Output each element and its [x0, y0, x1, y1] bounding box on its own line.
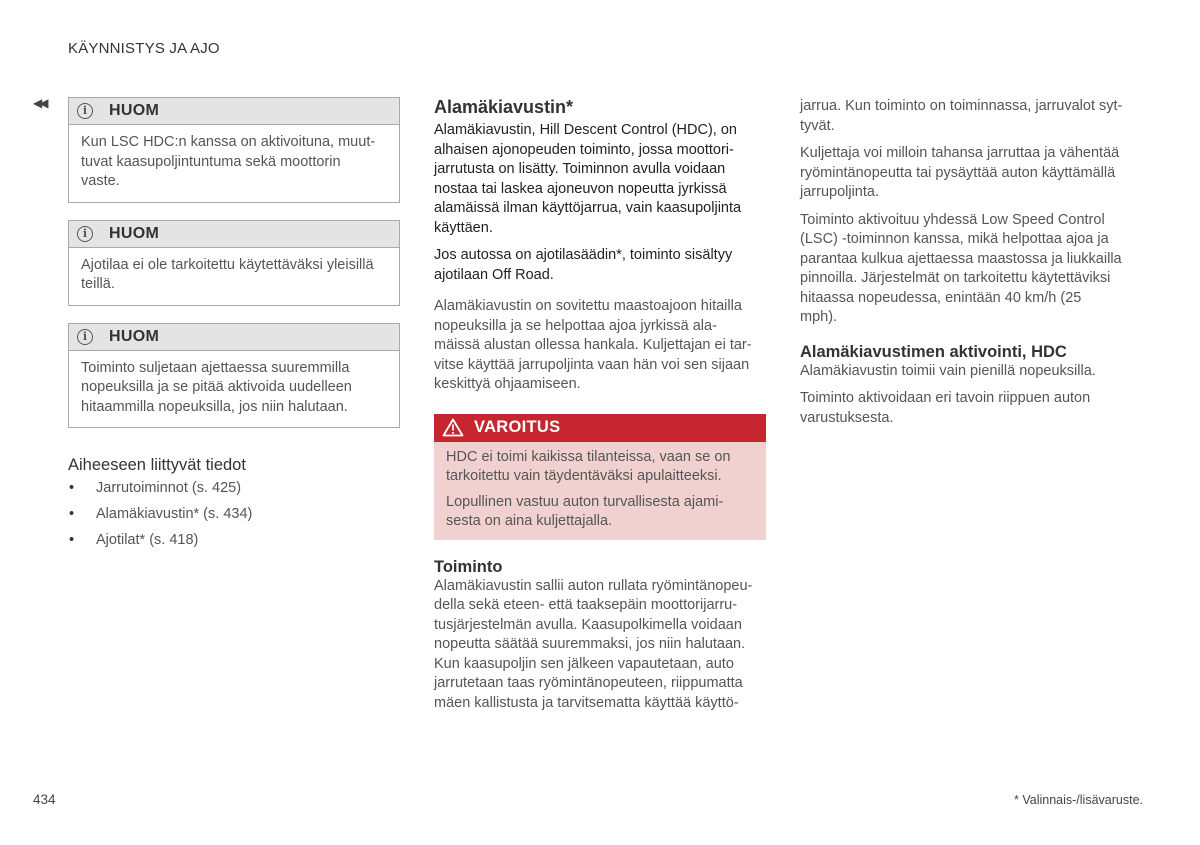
- note-box: [68, 220, 400, 306]
- continued-paragraph: jarrua. Kun toiminto on toiminnassa, jarruvalot syt- tyvät.: [800, 98, 1123, 134]
- note-title: HUOM: [109, 224, 160, 242]
- middle-column: [434, 97, 766, 721]
- note-body: Toiminto suljetaan ajettaessa suuremmilla nopeuksilla ja se pitää aktivoida uudelleen hitaammilla nopeuksilla, jos niin halutaan.: [81, 359, 352, 415]
- body-paragraph: Alamäkiavustin on sovitettu maastoajoon hitailla nopeuksilla ja se helpottaa ajoa jyrkissä ala- mäissä alustan ollessa hankala. Kuljettajan ei tar- vitse käyttää jarrupoljinta vaan hän voi sen sijaan keskittyä ohjaamiseen.: [434, 298, 752, 392]
- function-paragraph: Alamäkiavustin sallii auton rullata ryömintänopeu- della sekä eteen- että taaksepäin moottorijarru- tusjärjestelmän avulla. Kaasupolkimella voidaan nopeutta säätää suuremmaksi, jos niin halutaan. Kun kaasupoljin sen jälkeen vapautetaan, auto jarrutetaan taas ryömintänopeuteen, riippumatta mäen kallistusta ja tarvitsematta käyttää käyttö-: [434, 577, 753, 711]
- left-column: [68, 97, 400, 557]
- page-number: 434: [33, 792, 56, 807]
- warning-box: [434, 414, 766, 540]
- related-link[interactable]: • Alamäkiavustin* (s. 434): [68, 505, 400, 525]
- note-box: [68, 97, 400, 203]
- related-links-list: [68, 479, 400, 551]
- function-heading: Toiminto: [434, 557, 503, 576]
- right-column: [800, 97, 1135, 436]
- body-paragraph: Kuljettaja voi milloin tahansa jarruttaa ja vähentää ryömintänopeutta tai pysäyttää auton käyttämällä jarrupoljinta.: [800, 145, 1120, 200]
- info-icon: i: [77, 103, 93, 119]
- intro-paragraph: Alamäkiavustin, Hill Descent Control (HDC), on alhaisen ajonopeuden toiminto, jossa moottori- jarrutusta on lisätty. Toiminnon avulla voidaan nostaa tai laskea ajoneuvon nopeutta jyrkissä alamäissä ilman käyttöjarrua, vain kaasupoljinta käyttäen.: [434, 122, 742, 236]
- info-icon: i: [77, 226, 93, 242]
- related-info-heading: Aiheeseen liittyvät tiedot: [68, 456, 246, 474]
- note-body: Ajotilaa ei ole tarkoitettu käytettäväksi yleisillä teillä.: [81, 256, 374, 292]
- related-link[interactable]: • Ajotilat* (s. 418): [68, 531, 400, 551]
- warning-text: HDC ei toimi kaikissa tilanteissa, vaan se on tarkoitettu vain täydentäväksi apulaitteeksi.: [446, 448, 731, 484]
- note-header: [69, 221, 399, 248]
- chapter-title: KÄYNNISTYS JA AJO: [68, 40, 220, 57]
- activation-paragraph: Toiminto aktivoidaan eri tavoin riippuen auton varustuksesta.: [800, 390, 1091, 426]
- intro-paragraph-2: Jos autossa on ajotilasäädin*, toiminto sisältyy ajotilaan Off Road.: [434, 247, 733, 283]
- activation-heading: Alamäkiavustimen aktivointi, HDC: [800, 342, 1067, 361]
- activation-paragraph: Alamäkiavustin toimii vain pienillä nopeuksilla.: [800, 362, 1096, 379]
- note-body: Kun LSC HDC:n kanssa on aktivoituna, muut- tuvat kaasupoljintuntuma sekä moottorin vaste.: [81, 134, 376, 189]
- warning-body: [434, 442, 766, 540]
- body-paragraph: Toiminto aktivoituu yhdessä Low Speed Control (LSC) -toiminnon kanssa, mikä helpottaa ajoa ja parantaa kulkua ajettaessa maastossa ja liukkailla pinnoilla. Järjestelmät on tarkoitettu käytettäviksi hitaassa nopeudessa, enintään 40 km/h (25 mph).: [800, 211, 1122, 325]
- note-header: [69, 324, 399, 351]
- section-title: Alamäkiavustin*: [434, 97, 574, 117]
- related-link[interactable]: • Jarrutoiminnot (s. 425): [68, 479, 400, 499]
- note-title: HUOM: [109, 102, 160, 120]
- info-icon: i: [77, 329, 93, 345]
- warning-header: [434, 414, 766, 442]
- warning-triangle-icon: [442, 418, 464, 437]
- note-title: HUOM: [109, 327, 160, 345]
- warning-text: Lopullinen vastuu auton turvallisesta ajami- sesta on aina kuljettajalla.: [446, 493, 724, 529]
- note-box: [68, 323, 400, 429]
- warning-title: VAROITUS: [474, 417, 561, 436]
- note-header: [69, 98, 399, 125]
- footnote: * Valinnais-/lisävaruste.: [1014, 793, 1143, 807]
- previous-page-arrow-icon[interactable]: ◀◀: [33, 96, 46, 110]
